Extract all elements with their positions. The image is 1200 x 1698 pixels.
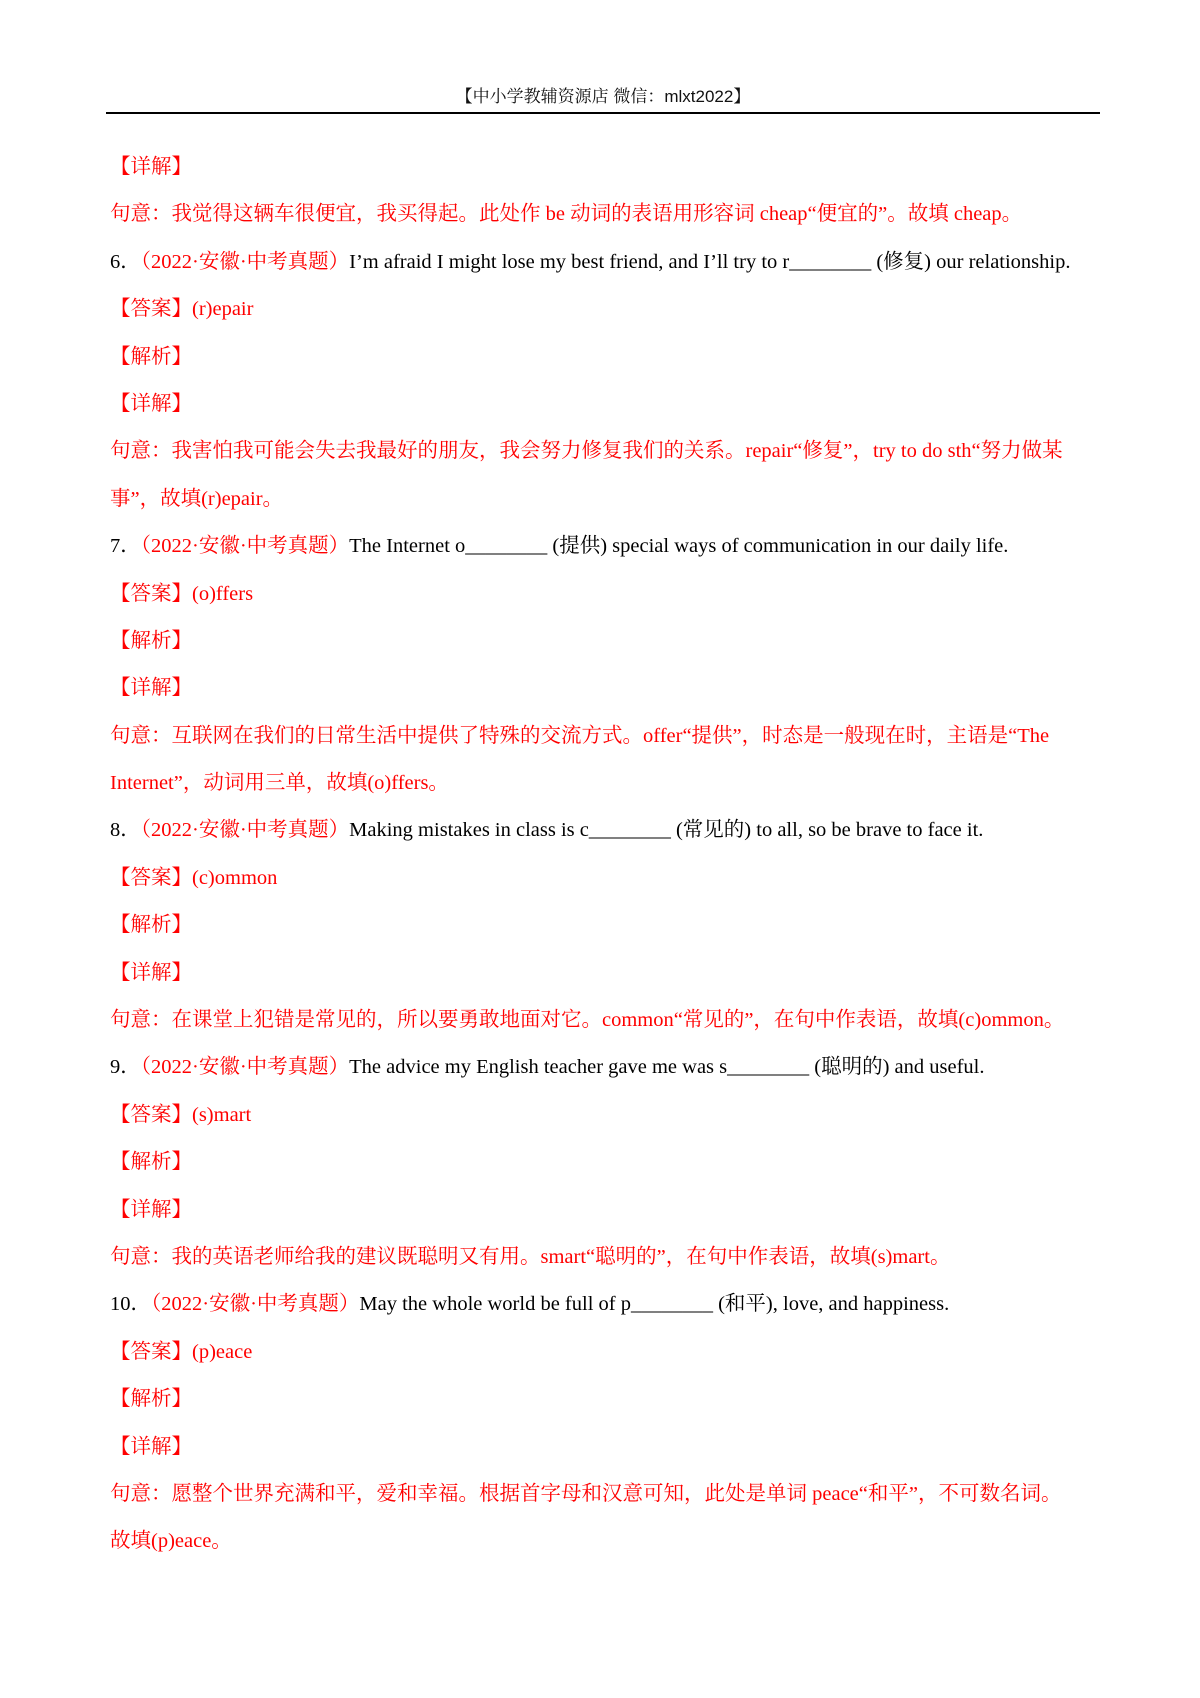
question-9 [110,1044,1100,1091]
detail-label: 【详解】 [110,677,192,700]
question-7 [110,523,1100,570]
answer-label: 【答案】 [110,866,192,889]
answer-value: (r)epair [192,298,254,321]
answer-row [110,1329,1100,1376]
analysis-label: 【解析】 [110,1151,192,1174]
detail-label: 【详解】 [110,961,192,984]
answer-value: (p)eace [192,1340,253,1363]
answer-value: (c)ommon [192,866,278,889]
detail-label: 【详解】 [110,1435,192,1458]
question-number: 7． [110,535,141,558]
explanation-text: 句意：愿整个世界充满和平，爱和幸福。根据首字母和汉意可知，此处是单词 peace“和平”，不可数名词。 [110,1482,1062,1505]
answer-row [110,571,1100,618]
question-number: 8． [110,819,141,842]
detail-label: 【详解】 [110,1198,192,1221]
page-header: 【中小学教辅资源店 微信：mlxt2022】 [455,87,751,106]
question-source: （2022·安徽·中考真题） [151,1293,360,1316]
question-source: （2022·安徽·中考真题） [140,250,350,273]
detail-label: 【详解】 [110,156,192,178]
question-source: （2022·安徽·中考真题） [140,1056,350,1079]
question-text: May the whole world be full of p________ (和平), love, and happiness. [359,1293,950,1316]
document-body [110,144,1100,1566]
question-8 [110,807,1100,854]
explanation-text: 句意：我的英语老师给我的建议既聪明又有用。smart“聪明的”，在句中作表语，故填(s)mart。 [110,1245,951,1268]
answer-label: 【答案】 [110,1103,192,1126]
question-source: （2022·安徽·中考真题） [140,819,350,842]
question-10 [110,1281,1100,1328]
analysis-label: 【解析】 [110,345,192,368]
analysis-label: 【解析】 [110,1388,192,1411]
explanation-text: 句意：我觉得这辆车很便宜，我买得起。此处作 be 动词的表语用形容词 cheap“便宜的”。故填 cheap。 [110,203,1023,226]
question-source: （2022·安徽·中考真题） [140,535,350,558]
answer-value: (o)ffers [192,582,254,605]
answer-row [110,286,1100,333]
question-number: 9． [110,1056,141,1079]
question-text: The Internet o________ (提供) special ways of communication in our daily life. [349,535,1009,558]
answer-row [110,855,1100,902]
answer-row [110,1092,1100,1139]
detail-label: 【详解】 [110,392,192,415]
answer-label: 【答案】 [110,1340,192,1363]
explanation-text-continued: 事”，故填(r)epair。 [110,487,284,510]
answer-label: 【答案】 [110,582,192,605]
answer-value: (s)mart [192,1103,252,1126]
explanation-text: 句意：我害怕我可能会失去我最好的朋友，我会努力修复我们的关系。repair“修复”，try to do sth“努力做某 [110,440,1063,463]
explanation-text-continued: 故填(p)eace。 [110,1530,232,1553]
explanation-text: 句意：在课堂上犯错是常见的，所以要勇敢地面对它。common“常见的”，在句中作表语，故填(c)ommon。 [110,1009,1065,1032]
analysis-label: 【解析】 [110,629,192,652]
question-text: The advice my English teacher gave me was s________ (聪明的) and useful. [349,1056,985,1079]
question-6 [110,239,1100,286]
question-number: 10． [110,1293,151,1316]
explanation-text-continued: Internet”，动词用三单，故填(o)ffers。 [110,772,449,795]
question-number: 6． [110,250,141,273]
explanation-text: 句意：互联网在我们的日常生活中提供了特殊的交流方式。offer“提供”，时态是一般现在时，主语是“The [110,724,1050,747]
question-text: I’m afraid I might lose my best friend, and I’ll try to r________ (修复) our relationship. [349,250,1071,273]
answer-label: 【答案】 [110,298,192,321]
analysis-label: 【解析】 [110,914,192,937]
question-text: Making mistakes in class is c________ (常见的) to all, so be brave to face it. [349,819,984,842]
header-divider [106,112,1100,114]
